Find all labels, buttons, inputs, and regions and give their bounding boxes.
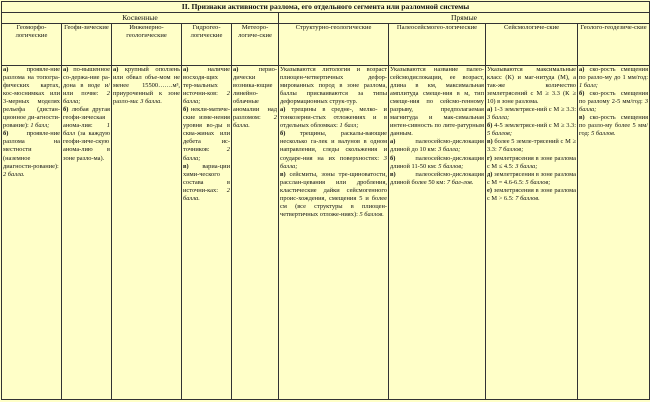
- cell-hydro: а) наличие восходя-щих тер-мальных источни-ков: 2 балла; б) некли-матиче-ские изме-нения уровня во-ды в сква-жинах или дебета ис-точников: 2 балла; в) вариа-ции хими-ческого состава в источни-ках: 2 балла.: [182, 66, 232, 400]
- header-engineering: Инженерно-геологические: [112, 24, 182, 66]
- criteria-row: [2, 66, 650, 400]
- cell-geomorph: а) проявле-ние разлома на топогра-фических картах, кос-моснимках или 3-мерных моделях рельефа (дистан-ционное ди-агности-рование): 1 балл; б) проявле-ние разлома на местности (наземное диагности-рование): 2 балла.: [2, 66, 62, 400]
- group-row: [2, 13, 650, 24]
- header-hydro: Гидрогео-логические: [182, 24, 232, 66]
- cell-engineering: а) крупный оползень или обвал объе-мом не менее 15500…….м³, приуроченный к зоне разло-ма: 3 балла.: [112, 66, 182, 400]
- cell-structural: Указываются литология и возраст плиоцен-четвертичных дефор-мированных пород в зоне разлома, баллы присваиваются за типы деформационных струк-тур. а) трещины в средне-, мелко- и тонкозерни-стых отложениях и в отдельных обломках: 1 балл; б) трещины, раскалы-вающие несколько га-лек и валунов в одном направлении, следы скольжения и соударе-ния на их поверхностях: 3 балла; в) сейсмиты, зоны тре-щиноватости, расслан-цевания или дробления, кластические дайки сейсмогенного проис-хождения, смещения 5 и более см (все структуры в плиоцен-четвертичных отложе-ниях): 5 баллов.: [279, 66, 389, 400]
- header-meteo: Метеоро-логиче-ские: [232, 24, 279, 66]
- header-geophys: Геофи-зические: [62, 24, 112, 66]
- cell-meteo: а) перио-дически возника-ющие линейно-облачные аномалии над разломом: 2 балла.: [232, 66, 279, 400]
- header-geodetic: Геолого-геодезиче-ские: [578, 24, 650, 66]
- header-row: [2, 24, 650, 66]
- header-geomorph: Геоморфо-логические: [2, 24, 62, 66]
- title-row: [2, 2, 650, 13]
- fault-activity-table: [1, 1, 650, 400]
- page: [1, 1, 649, 400]
- header-paleoseismo: Палеосейсмогео-логические: [389, 24, 486, 66]
- header-structural: Структурно-геологические: [279, 24, 389, 66]
- cell-seismo: Указываются максимальные класс (К) и маг-нитуда (М), а так-же количество землетрясений с М ≥ 3.3 (К ≥ 10) в зоне разлома. а) 1-3 землетрясе-ний с М ≥ 3.3: 3 балла; б) 4-5 землетрясе-ний с М ≥ 3.3: 5 баллов; в) более 5 земле-трясений с М ≥ 3.3: 7 баллов; г) землетрясения в зоне разлома с М ≤ 4.5: 3 балла; д) землетрясения в зоне разлома с М = 4.6-6.5: 5 баллов; е) землетрясения в зоне разлома с М > 6.5: 7 баллов.: [486, 66, 578, 400]
- group-indirect: Косвенные: [2, 13, 279, 24]
- group-direct: Прямые: [279, 13, 650, 24]
- header-seismo: Сейсмологиче-ские: [486, 24, 578, 66]
- cell-geophys: а) по-вышенное со-держа-ние ра-дона в воде и/или почве: 2 балла; б) любая другая геофи-зическая анома-лия: 1 балл (за каждую геофи-зиче-скую анома-лию в зоне разло-ма).: [62, 66, 112, 400]
- cell-geodetic: а) ско-рость смещения по разло-му до 1 мм/год: 1 балл; б) ско-рость смещения по разломy 2-5 мм/год: 3 баллa; в) ско-рость смещения по разло-му более 5 мм/год: 5 баллов.: [578, 66, 650, 400]
- table-title: II. Признаки активности разлома, его отдельного сегмента или разломной системы: [2, 2, 650, 13]
- cell-paleoseismo: Указываются название палео-сейсмодислокации, ее возраст, длина в км, максимальная амплитуда смеще-ния в м, тип смеще-ния по сейсмо-генному разрыву, предполагаемая магнитуда и мак-симальная интен-сивность по лите-ратурным данным. а) палеосейсмо-дислокация длиной до 10 км: 3 балла; б) палеосейсмо-дислокация длиной 11-50 км: 5 баллов; в) палеосейсмо-дислокация длиной более 50 км: 7 бал-лов.: [389, 66, 486, 400]
